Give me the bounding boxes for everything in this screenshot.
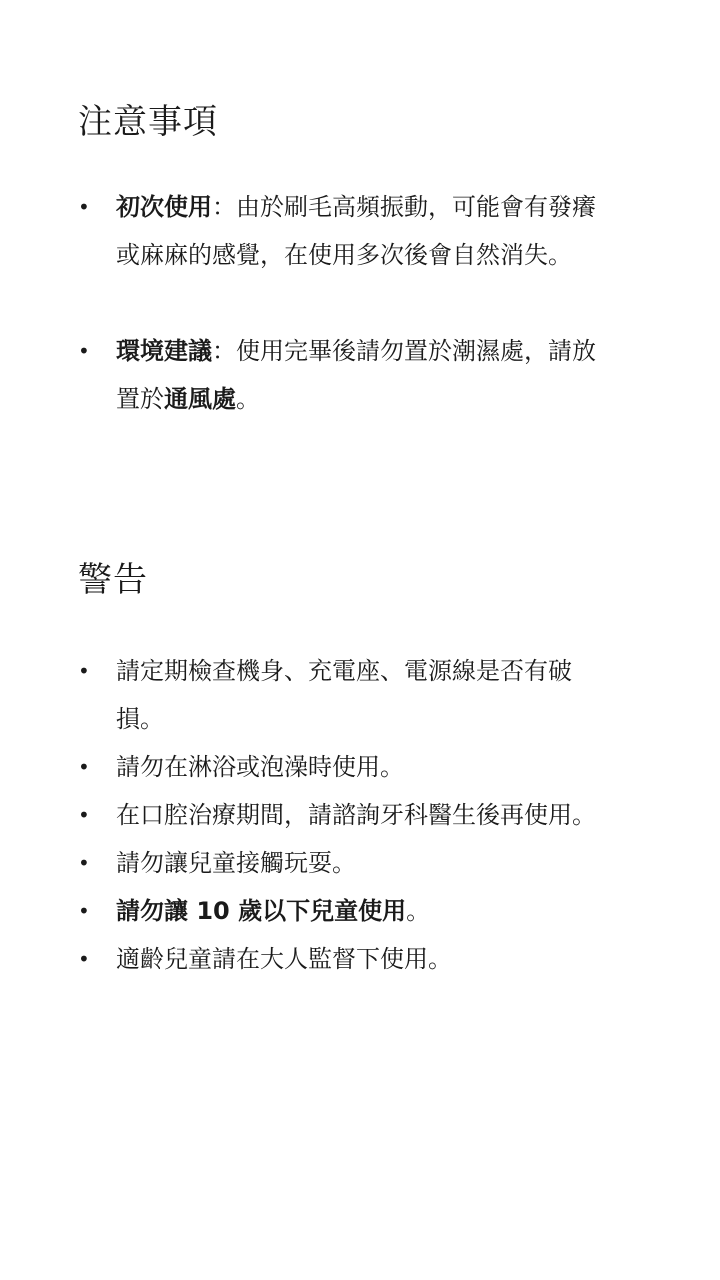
note-separator: ： — [212, 193, 236, 221]
bullet-icon: • — [78, 755, 90, 779]
bullet-icon: • — [78, 947, 90, 971]
list-item — [0, 887, 596, 935]
bullet-icon: • — [78, 195, 90, 219]
warning-text: 請勿在淋浴或泡澡時使用。 — [116, 753, 404, 781]
notes-section-title: 注意事項 — [78, 102, 218, 142]
warning-text: 適齡兒童請在大人監督下使用。 — [116, 945, 452, 973]
list-item — [0, 183, 596, 279]
bullet-icon: • — [78, 339, 90, 363]
bullet-icon: • — [78, 803, 90, 827]
notes-list — [0, 183, 720, 423]
note-text-end: 。 — [236, 385, 260, 413]
list-item — [0, 743, 596, 791]
list-item — [0, 839, 596, 887]
warning-text: 在口腔治療期間，請諮詢牙科醫生後再使用。 — [116, 801, 596, 829]
list-item — [0, 791, 596, 839]
list-item — [0, 647, 596, 743]
note-label: 環境建議 — [116, 337, 212, 365]
bullet-icon: • — [78, 899, 90, 923]
warning-text-end: 。 — [406, 897, 431, 925]
note-emphasis: 通風處 — [164, 385, 236, 413]
warning-text: 請定期檢查機身、充電座、電源線是否有破損。 — [116, 657, 572, 733]
warning-bold-text: 請勿讓 10 歲以下兒童使用 — [116, 897, 407, 925]
warning-text: 請勿讓兒童接觸玩耍。 — [116, 849, 356, 877]
bullet-icon: • — [78, 851, 90, 875]
warnings-section-title: 警告 — [78, 560, 148, 600]
warnings-list — [0, 647, 720, 983]
list-item — [0, 935, 596, 983]
note-text: 由於刷毛高頻振動，可能會有發癢或麻麻的感覺，在使用多次後會自然消失。 — [116, 193, 596, 269]
list-item — [0, 327, 596, 423]
bullet-icon: • — [78, 659, 90, 683]
note-separator: ： — [212, 337, 236, 365]
note-label: 初次使用 — [116, 193, 212, 221]
note-text: 使用完畢後請勿置於潮濕處，請放置於 — [116, 337, 596, 413]
